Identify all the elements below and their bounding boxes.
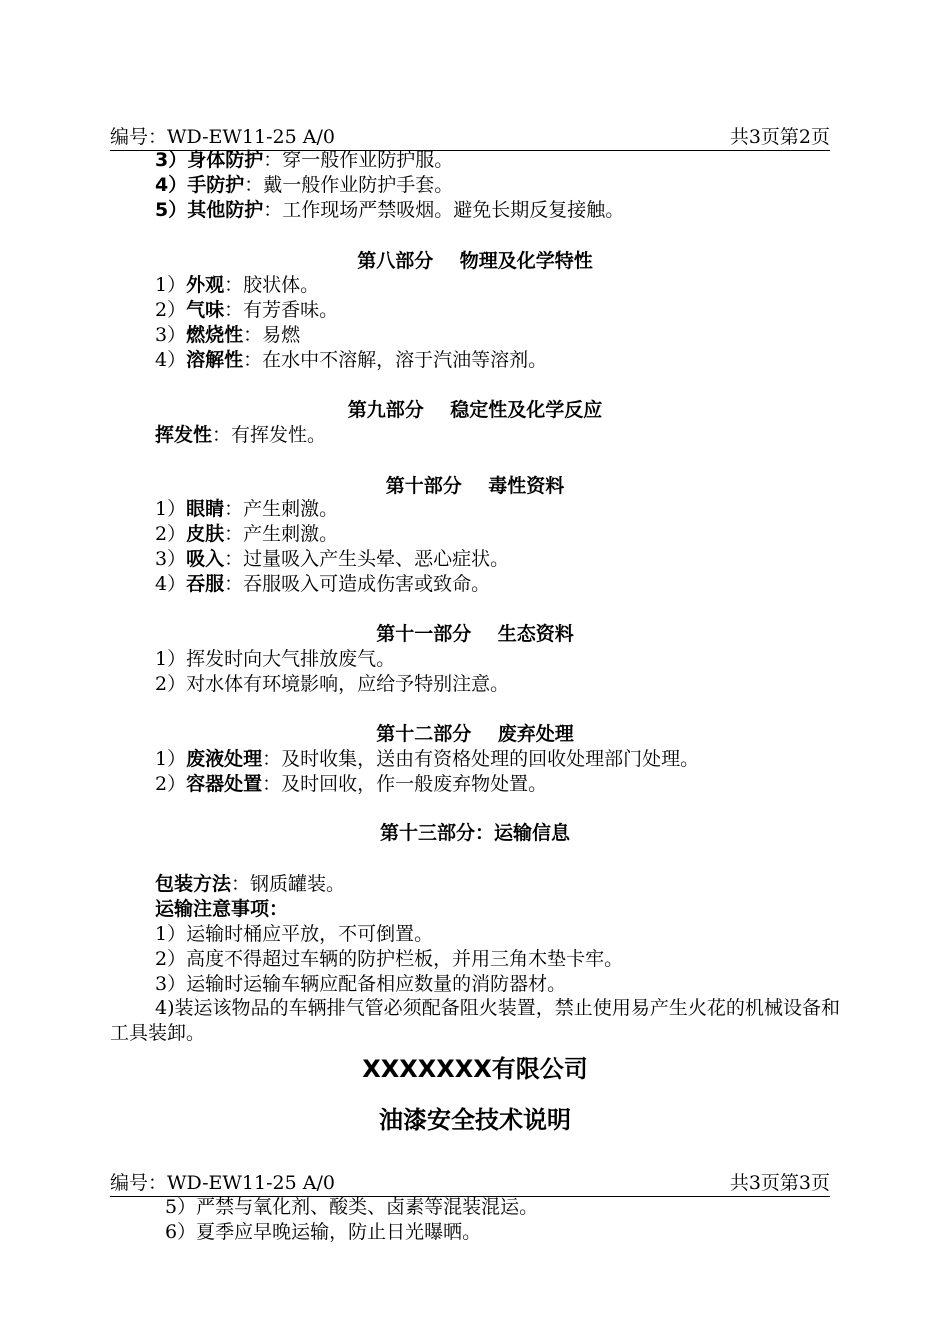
list-item: 2）皮肤：产生刺激。 (155, 523, 339, 545)
document-code: 编号：WD-EW11-25 A/0 (110, 126, 335, 148)
list-item: 1）废液处理：及时收集，送由有资格处理的回收处理部门处理。 (155, 748, 700, 770)
list-item: 2）对水体有环境影响，应给予特别注意。 (155, 673, 510, 695)
list-item: 3）吸入：过量吸入产生头晕、恶心症状。 (155, 548, 510, 570)
list-item: 5）严禁与氧化剂、酸类、卤素等混装混运。 (165, 1196, 539, 1218)
list-item: 2）容器处置：及时回收，作一般废弃物处置。 (155, 773, 548, 795)
page-header (110, 124, 830, 151)
company-name: XXXXXXX有限公司 (362, 1055, 588, 1083)
list-item: 2）气味：有芳香味。 (155, 299, 339, 321)
list-item: 1）挥发时向大气排放废气。 (155, 648, 396, 670)
list-item: 5）其他防护：工作现场严禁吸烟。避免长期反复接触。 (155, 199, 625, 221)
list-item: 2）高度不得超过车辆的防护栏板，并用三角木垫卡牢。 (155, 948, 624, 970)
document-title: 油漆安全技术说明 (379, 1106, 571, 1134)
section-title: 第十一部分 生态资料 (376, 623, 574, 645)
list-item: 3）运输时运输车辆应配备相应数量的消防器材。 (155, 973, 567, 995)
document-code: 编号：WD-EW11-25 A/0 (110, 1172, 335, 1194)
packaging-line: 包装方法：钢质罐装。 (155, 873, 346, 895)
page-header (110, 1170, 830, 1197)
transport-notes-label: 运输注意事项： (155, 898, 289, 920)
list-item: 4）溶解性：在水中不溶解，溶于汽油等溶剂。 (155, 349, 548, 371)
section-title: 第十部分 毒性资料 (385, 475, 565, 497)
list-item: 1）外观：胶状体。 (155, 274, 320, 296)
section-title: 第八部分 物理及化学特性 (357, 250, 593, 272)
list-item: 3）身体防护：穿一般作业防护服。 (155, 149, 454, 171)
list-item: 6）夏季应早晚运输，防止日光曝晒。 (165, 1221, 482, 1243)
page-number: 共3页第2页 (729, 126, 830, 148)
list-item: 1）运输时桶应平放，不可倒置。 (155, 923, 434, 945)
paragraph: 4)装运该物品的车辆排气管必须配备阻火装置，禁止使用易产生火花的机械设备和工具装卸。 (110, 997, 840, 1044)
list-item: 3）燃烧性：易燃 (155, 324, 301, 346)
section-title: 第九部分 稳定性及化学反应 (347, 399, 603, 421)
section-title: 第十三部分：运输信息 (379, 822, 570, 844)
list-item: 1）眼睛：产生刺激。 (155, 498, 339, 520)
list-item: 挥发性：有挥发性。 (155, 424, 327, 446)
list-item: 4）吞服：吞服吸入可造成伤害或致命。 (155, 573, 491, 595)
page-number: 共3页第3页 (729, 1172, 830, 1194)
list-item: 4）手防护：戴一般作业防护手套。 (155, 174, 454, 196)
section-title: 第十二部分 废弃处理 (376, 723, 574, 745)
